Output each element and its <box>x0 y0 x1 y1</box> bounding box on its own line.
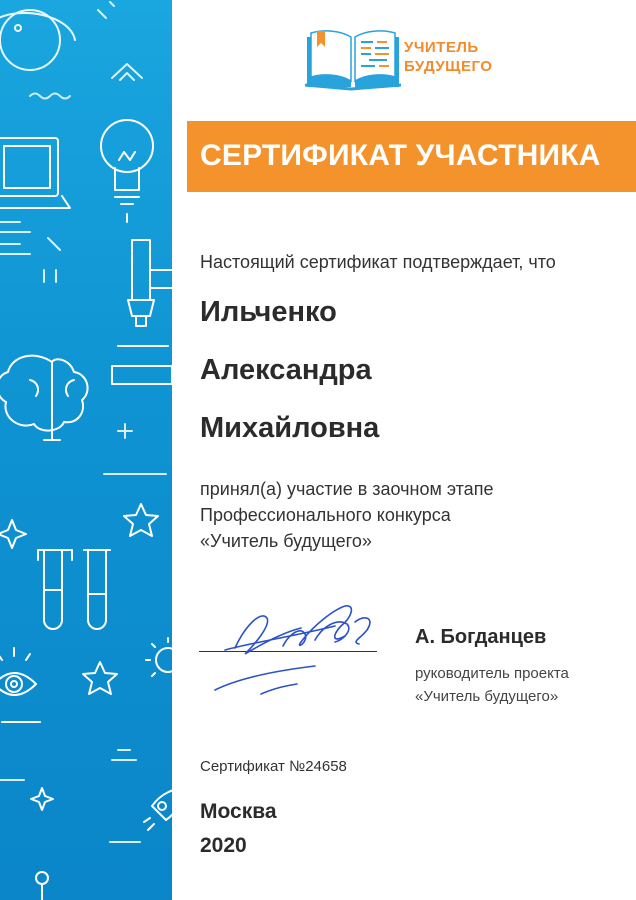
city: Москва <box>200 800 277 823</box>
test-tubes-icon <box>38 550 110 629</box>
participant-surname: Ильченко <box>200 296 337 328</box>
logo-line-1: УЧИТЕЛЬ <box>404 39 479 56</box>
signer-role-line-1: руководитель проекта <box>415 665 569 682</box>
signer-role-line-2: «Учитель будущего» <box>415 688 559 705</box>
year: 2020 <box>200 834 247 857</box>
sparkle-icon <box>0 520 26 548</box>
sidebar-icons <box>0 0 172 900</box>
signer-name: А. Богданцев <box>415 626 547 648</box>
participation-line-2: Профессионального конкурса <box>200 505 451 525</box>
wave-icon <box>30 94 70 99</box>
logo-line-2: БУДУЩЕГО <box>404 58 493 75</box>
lines-icon <box>0 222 60 282</box>
open-book-icon <box>303 27 403 91</box>
gear-icon <box>146 638 172 676</box>
signer-role <box>415 662 569 708</box>
sparkle-icon-2 <box>31 788 53 810</box>
title-banner <box>187 121 636 192</box>
laptop-icon <box>0 138 70 208</box>
decorative-sidebar <box>0 0 172 900</box>
signature-image <box>205 596 385 702</box>
certificate-number: Сертификат №24658 <box>200 758 347 775</box>
plus-icon <box>104 424 166 474</box>
lines-icon-2 <box>0 750 140 842</box>
participation-text <box>200 476 493 554</box>
arrow-icon <box>98 2 142 80</box>
planet-icon <box>0 10 75 70</box>
lightbulb-icon <box>101 120 153 222</box>
brain-icon <box>0 356 88 440</box>
star-icon <box>124 504 158 536</box>
logo-text <box>404 38 492 76</box>
participation-line-1: принял(а) участие в заочном этапе <box>200 479 494 499</box>
rocket-icon <box>144 790 172 830</box>
intro-text: Настоящий сертификат подтверждает, что <box>200 252 556 272</box>
certificate-title: СЕРТИФИКАТ УЧАСТНИКА <box>200 139 601 172</box>
participation-line-3: «Учитель будущего» <box>200 531 372 551</box>
logo <box>303 27 513 91</box>
microscope-icon <box>112 240 172 384</box>
participant-first-name: Александра <box>200 354 372 386</box>
participant-patronymic: Михайловна <box>200 412 380 444</box>
pin-icon <box>36 872 48 900</box>
eye-icon <box>0 648 40 722</box>
star-icon-2 <box>83 662 117 694</box>
